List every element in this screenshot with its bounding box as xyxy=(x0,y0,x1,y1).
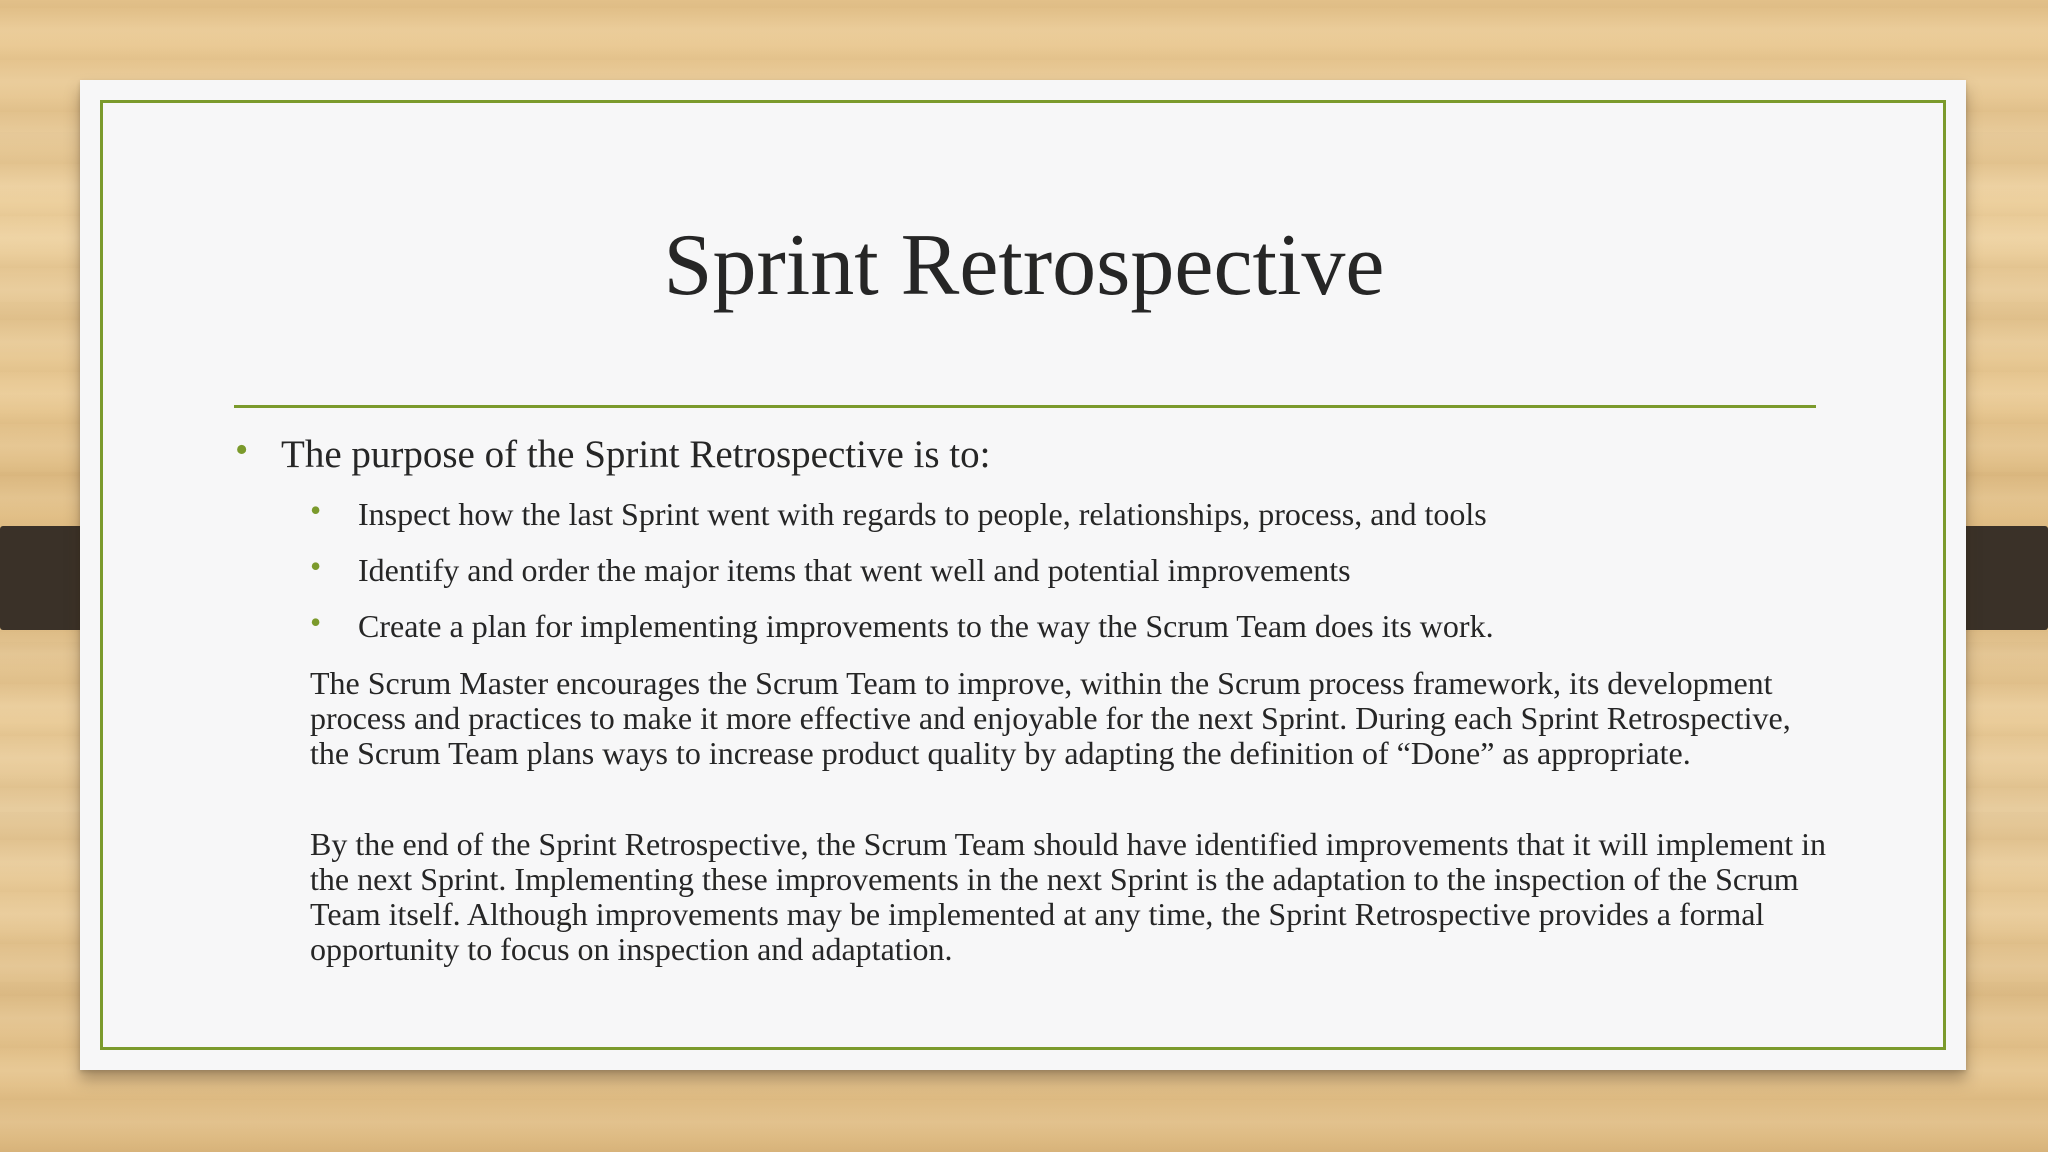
sub-bullet-text: Identify and order the major items that went well and potential improvements xyxy=(358,552,1351,588)
sub-bullet xyxy=(310,604,1494,645)
bullet-dot-icon: • xyxy=(235,429,249,471)
bullet-dot-icon: • xyxy=(310,548,322,584)
bullet-dot-icon: • xyxy=(310,492,322,528)
title-divider xyxy=(234,405,1816,408)
sub-bullet-text: Inspect how the last Sprint went with regards to people, relationships, process, and tools xyxy=(358,496,1487,532)
paragraph-end-of-retrospective: By the end of the Sprint Retrospective, the Scrum Team should have identified improvements that it will implement in the next Sprint. Implementing these improvements in the next Sprint is the adaptation to the inspection of the Scrum Team itself. Although improvements may be implemented at any time, the Sprint Retrospective provides a formal opportunity to focus on inspection and adaptation. xyxy=(310,826,1826,967)
sub-bullet-text: Create a plan for implementing improvements to the way the Scrum Team does its work. xyxy=(358,608,1494,644)
bullet-dot-icon: • xyxy=(310,604,322,640)
paragraph-scrum-master: The Scrum Master encourages the Scrum Team to improve, within the Scrum process framework, its development process and practices to make it more effective and enjoyable for the next Sprint. During each Sprint Retrospective, the Scrum Team plans ways to increase product quality by adapting the definition of “Done” as appropriate. xyxy=(310,665,1791,771)
sub-bullet xyxy=(310,492,1487,533)
slide-title: Sprint Retrospective xyxy=(663,217,1385,314)
sub-bullet xyxy=(310,548,1351,589)
main-bullet xyxy=(235,429,991,477)
main-bullet-text: The purpose of the Sprint Retrospective is to: xyxy=(281,433,991,476)
